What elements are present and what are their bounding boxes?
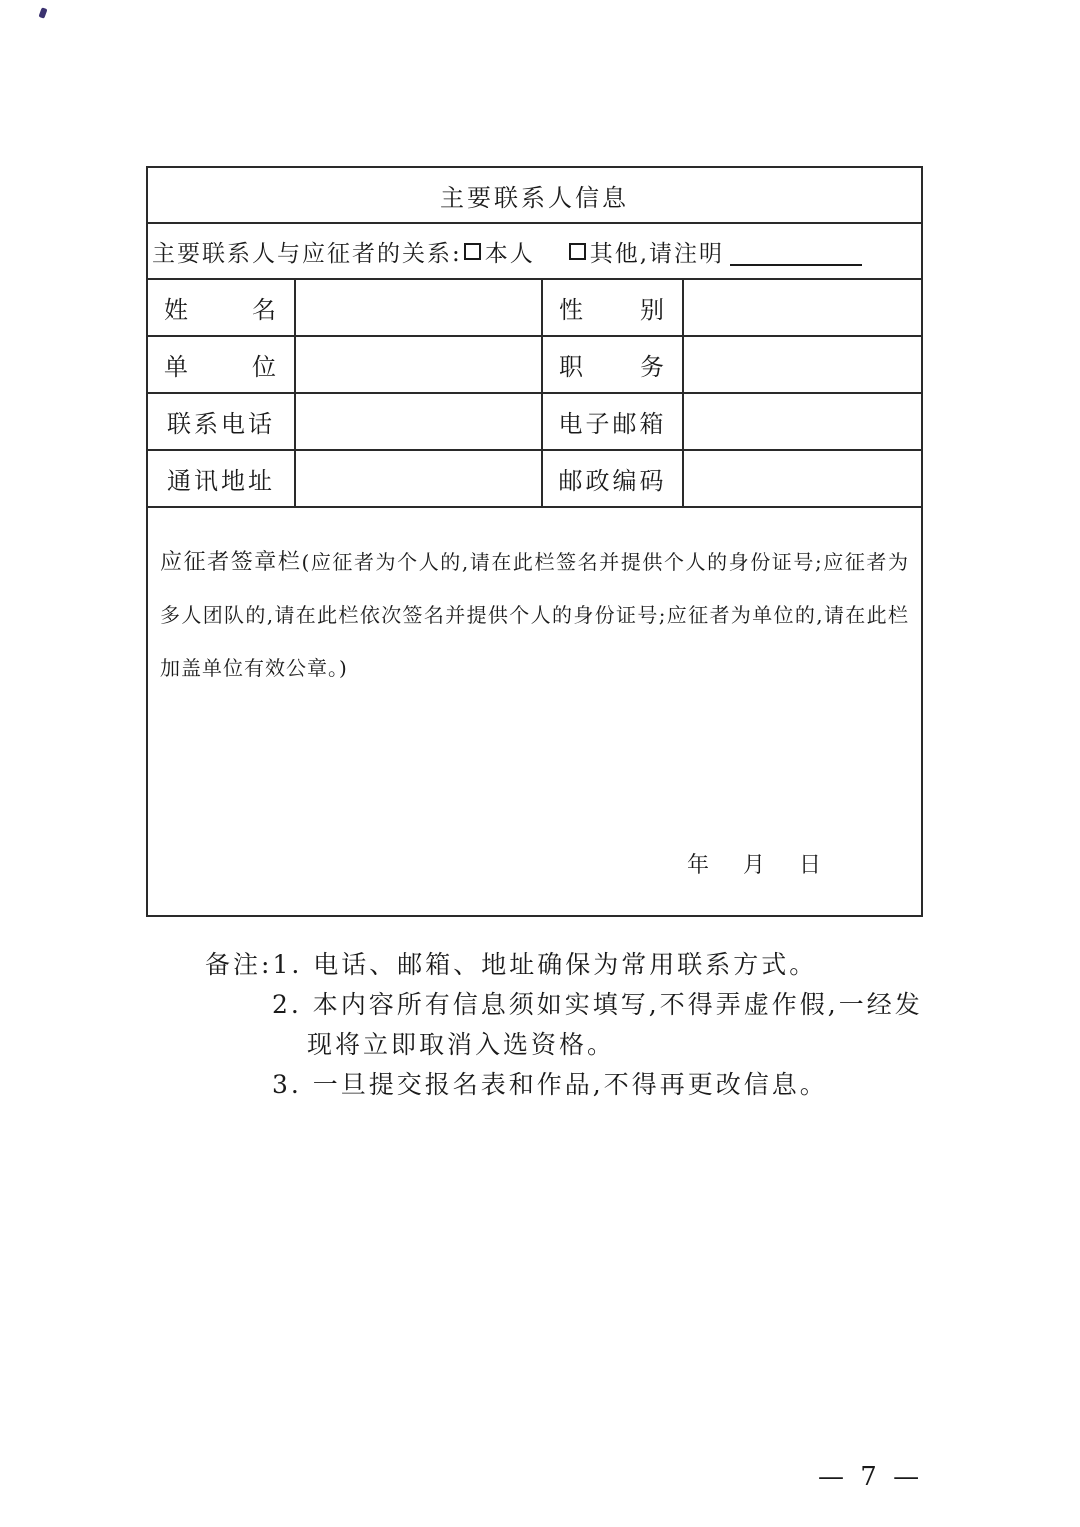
relation-row bbox=[148, 224, 921, 280]
contact-info-form bbox=[146, 166, 923, 917]
form-row-phone bbox=[148, 394, 921, 451]
page-number: — 7 — bbox=[818, 1462, 924, 1492]
date-year: 年 bbox=[686, 853, 709, 878]
email-field[interactable] bbox=[684, 394, 921, 449]
address-field[interactable] bbox=[296, 451, 543, 506]
form-title: 主要联系人信息 bbox=[148, 168, 921, 224]
signature-date bbox=[687, 848, 821, 879]
date-day: 日 bbox=[798, 853, 821, 878]
gender-label: 性 别 bbox=[543, 280, 684, 335]
other-checkbox[interactable] bbox=[569, 243, 586, 260]
position-label: 职 务 bbox=[543, 337, 684, 392]
signature-area[interactable] bbox=[148, 508, 921, 915]
postcode-label: 邮政编码 bbox=[543, 451, 684, 506]
other-option-label: 其他,请注明 bbox=[589, 240, 725, 267]
phone-field[interactable] bbox=[296, 394, 543, 449]
self-checkbox[interactable] bbox=[464, 243, 481, 260]
signature-instructions bbox=[160, 536, 909, 695]
notes-section bbox=[205, 945, 925, 1105]
note-item-3: 3. 一旦提交报名表和作品,不得再更改信息。 bbox=[272, 1070, 828, 1099]
relation-label: 主要联系人与应征者的关系: bbox=[152, 240, 462, 267]
signature-lead: 应征者签章栏 bbox=[160, 550, 302, 575]
note-item-1: 备注:1. 电话、邮箱、地址确保为常用联系方式。 bbox=[205, 950, 818, 979]
self-option-label: 本人 bbox=[484, 240, 535, 267]
name-label: 姓 名 bbox=[148, 280, 296, 335]
gender-field[interactable] bbox=[684, 280, 921, 335]
form-row-address bbox=[148, 451, 921, 508]
note-item-2-cont: 现将立即取消入选资格。 bbox=[307, 1030, 616, 1059]
date-month: 月 bbox=[742, 853, 765, 878]
organization-label: 单 位 bbox=[148, 337, 296, 392]
form-row-name bbox=[148, 280, 921, 337]
phone-label: 联系电话 bbox=[148, 394, 296, 449]
note-item-2: 2. 本内容所有信息须如实填写,不得弄虚作假,一经发 bbox=[272, 990, 923, 1019]
postcode-field[interactable] bbox=[684, 451, 921, 506]
position-field[interactable] bbox=[684, 337, 921, 392]
notes-prefix: 备注: bbox=[205, 950, 273, 979]
organization-field[interactable] bbox=[296, 337, 543, 392]
scan-artifact bbox=[38, 7, 47, 18]
other-specify-field[interactable] bbox=[730, 236, 862, 266]
email-label: 电子邮箱 bbox=[543, 394, 684, 449]
signature-instructions-text: (应征者为个人的,请在此栏签名并提供个人的身份证号;应征者为多人团队的,请在此栏依次签名并提供个人的身份证号;应征者为单位的,请在此栏加盖单位有效公章。) bbox=[160, 550, 909, 680]
form-row-organization bbox=[148, 337, 921, 394]
name-field[interactable] bbox=[296, 280, 543, 335]
address-label: 通讯地址 bbox=[148, 451, 296, 506]
